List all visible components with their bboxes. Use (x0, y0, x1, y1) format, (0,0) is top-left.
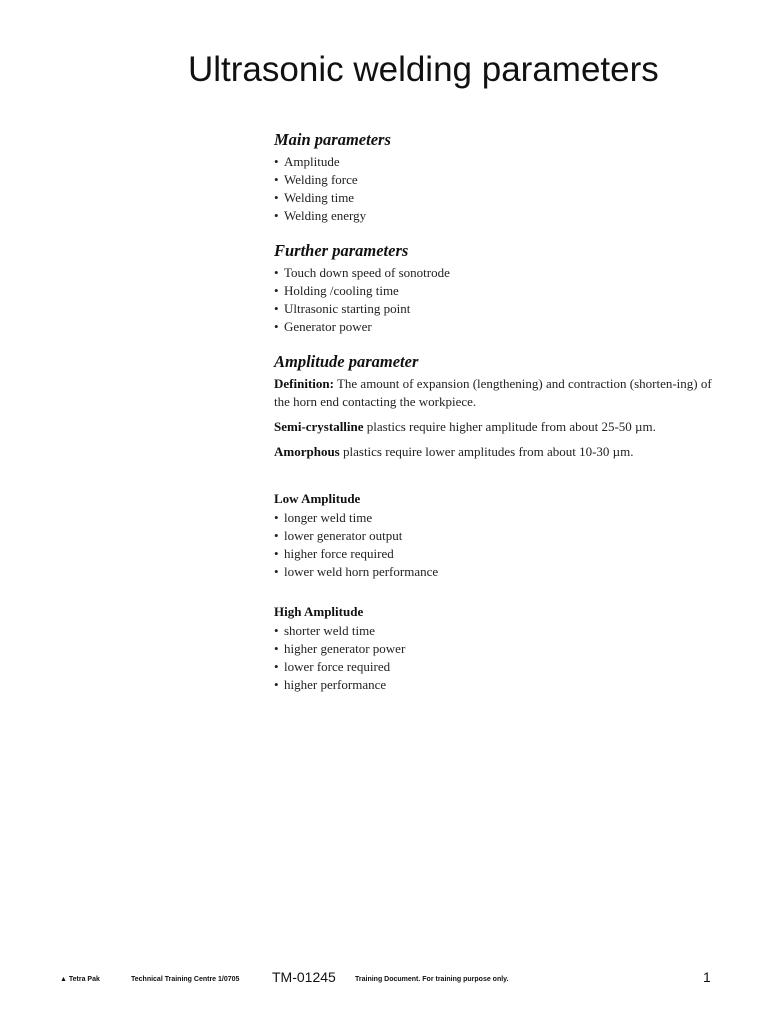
amorphous-paragraph (274, 443, 724, 461)
footer-centre: Technical Training Centre 1/0705 (131, 976, 240, 983)
list-item: • lower weld horn performance (274, 563, 724, 581)
amorphous-text: plastics require lower amplitudes from about 10-30 µm. (339, 444, 634, 459)
document-code: TM-01245 (272, 969, 336, 985)
definition-label: Definition: (274, 376, 334, 391)
semi-crystalline-text: plastics require higher amplitude from about 25-50 µm. (363, 419, 656, 434)
page-footer (0, 968, 768, 992)
list-item: • Ultrasonic starting point (274, 300, 724, 318)
high-amplitude-list (274, 622, 724, 694)
semi-crystalline-paragraph (274, 418, 724, 436)
list-item: • higher performance (274, 676, 724, 694)
tetra-pak-logo-icon: ▲ (60, 976, 69, 983)
high-amplitude-section (274, 603, 724, 694)
main-parameters-section (274, 130, 724, 225)
amplitude-parameter-heading: Amplitude parameter (274, 352, 419, 371)
document-body (274, 130, 724, 694)
list-item: • Welding time (274, 189, 724, 207)
list-item: • Welding force (274, 171, 724, 189)
further-parameters-list (274, 264, 724, 336)
main-parameters-list (274, 153, 724, 225)
page-title: Ultrasonic welding parameters (188, 50, 659, 89)
high-amplitude-heading: High Amplitude (274, 604, 364, 619)
list-item: • higher force required (274, 545, 724, 563)
list-item: • Welding energy (274, 207, 724, 225)
list-item: • higher generator power (274, 640, 724, 658)
list-item: • Holding /cooling time (274, 282, 724, 300)
tetra-pak-logo: ▲ Tetra Pak (60, 976, 100, 983)
amorphous-label: Amorphous (274, 444, 340, 459)
list-item: • longer weld time (274, 509, 724, 527)
semi-crystalline-label: Semi-crystalline (274, 419, 364, 434)
low-amplitude-section (274, 490, 724, 581)
main-parameters-heading: Main parameters (274, 130, 391, 149)
list-item: • Touch down speed of sonotrode (274, 264, 724, 282)
footer-note: Training Document. For training purpose only. (355, 976, 509, 983)
low-amplitude-list (274, 509, 724, 581)
definition-text: The amount of expansion (lengthening) and contraction (shorten-ing) of the horn end contacting the workpiece. (274, 376, 712, 409)
list-item: • Amplitude (274, 153, 724, 171)
list-item: • lower generator output (274, 527, 724, 545)
list-item: • lower force required (274, 658, 724, 676)
page-number: 1 (703, 969, 711, 985)
low-amplitude-heading: Low Amplitude (274, 491, 361, 506)
amplitude-parameter-section (274, 352, 724, 461)
further-parameters-section (274, 241, 724, 336)
definition-paragraph (274, 375, 724, 411)
list-item: • Generator power (274, 318, 724, 336)
further-parameters-heading: Further parameters (274, 241, 409, 260)
list-item: • shorter weld time (274, 622, 724, 640)
